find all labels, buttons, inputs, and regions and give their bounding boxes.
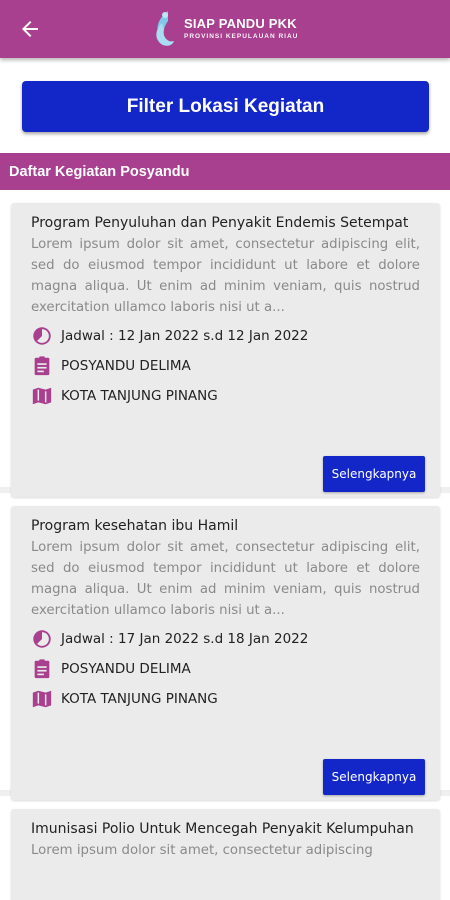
posyandu-text: POSYANDU DELIMA — [61, 661, 191, 677]
activity-card[interactable] — [11, 506, 440, 800]
activity-description: Lorem ipsum dolor sit amet, consectetur adipiscing — [31, 843, 373, 858]
clipboard-icon — [31, 355, 53, 377]
list-item — [0, 190, 450, 493]
location-row — [31, 381, 430, 411]
clipboard-icon — [31, 658, 53, 680]
map-icon — [31, 688, 53, 710]
posyandu-row — [31, 654, 430, 684]
location-text: KOTA TANJUNG PINANG — [61, 691, 218, 707]
clock-icon — [31, 325, 53, 347]
detail-button[interactable]: Selengkapnya — [323, 456, 425, 492]
activity-description: Lorem ipsum dolor sit amet, consectetur adipiscing elit, sed do eiusmod tempor incididunt ut labore et dolore magna aliqua. Ut enim ad minim veniam, quis nostrud exercitation ullamco laboris nisi ut a... — [31, 540, 420, 618]
location-text: KOTA TANJUNG PINANG — [61, 388, 218, 404]
activity-title: Program kesehatan ibu Hamil — [31, 518, 239, 534]
app-title: SIAP PANDU PKK — [184, 16, 297, 31]
app-logo — [150, 9, 298, 49]
map-icon — [31, 385, 53, 407]
schedule-row — [31, 624, 430, 654]
back-button[interactable] — [18, 17, 42, 41]
schedule-row — [31, 321, 430, 351]
schedule-text: Jadwal : 17 Jan 2022 s.d 18 Jan 2022 — [61, 631, 309, 647]
activity-card[interactable] — [11, 203, 440, 497]
logo-icon — [150, 9, 180, 49]
section-title: Daftar Kegiatan Posyandu — [0, 153, 450, 190]
app-subtitle: PROVINSI KEPULAUAN RIAU — [184, 33, 299, 40]
schedule-text: Jadwal : 12 Jan 2022 s.d 12 Jan 2022 — [61, 328, 309, 344]
activity-title: Imunisasi Polio Untuk Mencegah Penyakit Kelumpuhan — [31, 821, 414, 837]
app-bar — [0, 0, 450, 58]
activity-list — [0, 190, 450, 900]
detail-button[interactable]: Selengkapnya — [323, 759, 425, 795]
activity-card[interactable] — [11, 809, 440, 900]
posyandu-text: POSYANDU DELIMA — [61, 358, 191, 374]
arrow-left-icon — [18, 17, 42, 41]
location-row — [31, 684, 430, 714]
activity-description: Lorem ipsum dolor sit amet, consectetur adipiscing elit, sed do eiusmod tempor incididunt ut labore et dolore magna aliqua. Ut enim ad minim veniam, quis nostrud exercitation ullamco laboris nisi ut a... — [31, 237, 420, 315]
filter-location-button[interactable]: Filter Lokasi Kegiatan — [22, 81, 429, 132]
activity-title: Program Penyuluhan dan Penyakit Endemis Setempat — [31, 215, 409, 231]
clock-icon — [31, 628, 53, 650]
posyandu-row — [31, 351, 430, 381]
list-item — [0, 796, 450, 900]
list-item — [0, 493, 450, 796]
